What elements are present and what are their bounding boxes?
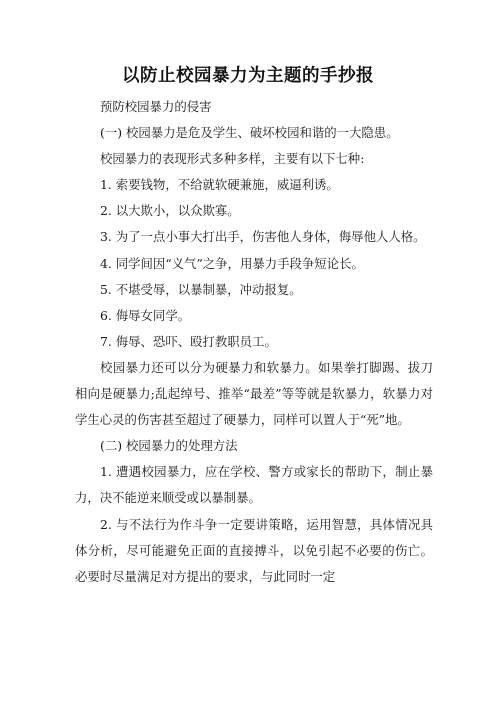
subtitle-paragraph: 预防校园暴力的侵害 [100, 99, 212, 114]
method-item-2: 2. 与不法行为作斗争一定要讲策略，运用智慧，具体情况具体分析，尽可能避免正面的直接搏斗，以免引起不必要的伤亡。必要时尽量满足对方提出的要求，与此同时一定 [75, 516, 433, 584]
list-item-3: 3. 为了一点小事大打出手，伤害他人身体，侮辱他人人格。 [100, 229, 426, 245]
list-item-5: 5. 不堪受辱，以暴制暴，冲动报复。 [100, 281, 302, 297]
list-item-4: 4. 同学间因“义气”之争，用暴力手段争短论长。 [100, 255, 364, 271]
list-item-2: 2. 以大欺小，以众欺寡。 [100, 203, 240, 219]
section-two-heading: (二) 校园暴力的处理方法 [100, 438, 238, 454]
intro-paragraph: 校园暴力的表现形式多种多样，主要有以下七种: [100, 151, 365, 167]
method-item-1: 1. 遭遇校园暴力，应在学校、警方或家长的帮助下，制止暴力，决不能逆来顺受或以暴制暴。 [75, 464, 433, 506]
list-item-7: 7. 侮辱、恐吓、殴打教职员工。 [100, 333, 277, 349]
section-one-heading: (一) 校园暴力是危及学生、破坏校园和谐的一大隐患。 [100, 125, 399, 141]
hard-soft-violence-paragraph: 校园暴力还可以分为硬暴力和软暴力。如果拳打脚踢、拔刀相向是硬暴力;乱起绰号、推举“最差”等等就是软暴力，软暴力对学生心灵的伤害甚至超过了硬暴力，同样可以置人于“死”地。 [75, 359, 433, 428]
document-title: 以防止校园暴力为主题的手抄报 [122, 66, 374, 86]
list-item-6: 6. 侮辱女同学。 [100, 307, 191, 323]
list-item-1: 1. 索要钱物，不给就软硬兼施，威逼利诱。 [100, 177, 339, 193]
document-body [75, 94, 433, 590]
